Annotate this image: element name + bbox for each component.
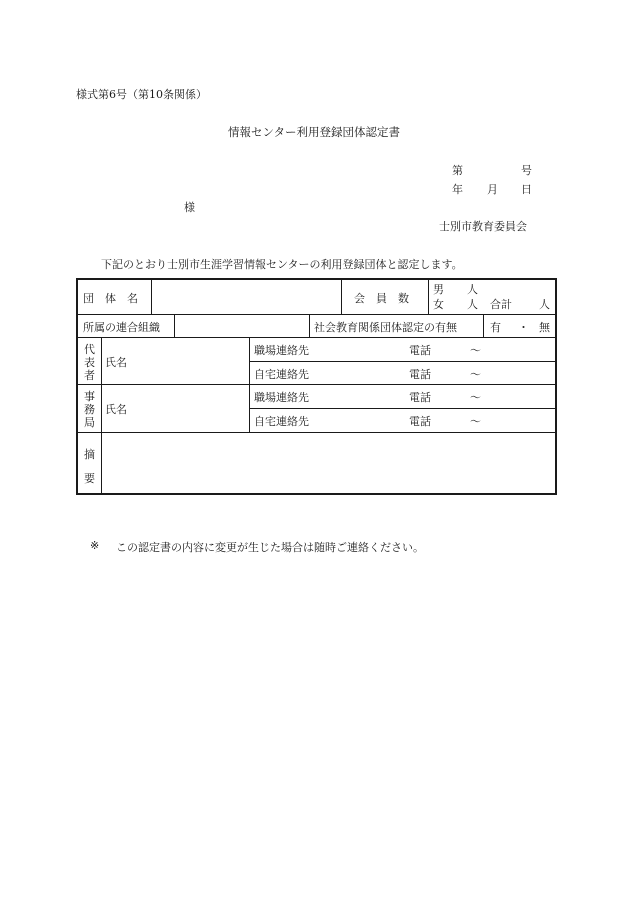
representative-char-2: 表 (84, 356, 95, 369)
representative-char-3: 者 (84, 369, 95, 382)
member-count-label: 会 員 数 (354, 292, 409, 305)
rep-home-tilde: ～ (470, 368, 481, 381)
total-unit: 人 (539, 298, 550, 311)
col-divider (428, 280, 429, 314)
total-label: 合計 (490, 298, 512, 311)
year-label: 年 (452, 183, 463, 196)
col-divider (483, 314, 484, 337)
col-divider (309, 314, 310, 337)
form-number: 様式第6号（第10条関係） (76, 88, 207, 101)
office-char-2: 務 (84, 403, 95, 416)
office-char-1: 事 (84, 390, 95, 403)
cert-yes: 有 (490, 321, 501, 334)
col-divider (151, 280, 152, 314)
col-divider (174, 314, 175, 337)
day-label: 日 (521, 183, 532, 196)
row-divider (249, 408, 555, 409)
office-home-phone-label: 電話 (409, 415, 431, 428)
office-work-contact-label: 職場連絡先 (254, 391, 309, 404)
male-label: 男 (433, 283, 444, 296)
rep-home-phone-label: 電話 (409, 368, 431, 381)
female-label: 女 (433, 298, 444, 311)
row-divider (78, 384, 555, 385)
col-divider (249, 337, 250, 432)
cert-no: 無 (539, 321, 550, 334)
row-divider (78, 337, 555, 338)
cert-separator: ・ (518, 321, 529, 334)
office-work-phone-label: 電話 (409, 391, 431, 404)
intro-text: 下記のとおり士別市生涯学習情報センターの利用登録団体と認定します。 (101, 258, 463, 271)
office-home-contact-label: 自宅連絡先 (254, 415, 309, 428)
issuer-name: 士別市教育委員会 (439, 220, 527, 233)
row-divider (249, 361, 555, 362)
male-unit: 人 (467, 283, 478, 296)
representative-name-label: 氏名 (105, 356, 127, 369)
note-text: この認定書の内容に変更が生じた場合は随時ご連絡ください。 (116, 541, 424, 554)
office-home-tilde: ～ (470, 415, 481, 428)
representative-char-1: 代 (84, 343, 95, 356)
recipient-honorific: 様 (184, 201, 195, 214)
social-edu-cert-label: 社会教育関係団体認定の有無 (314, 321, 457, 334)
document-title: 情報センター利用登録団体認定書 (228, 125, 401, 139)
rep-work-phone-label: 電話 (409, 344, 431, 357)
office-work-tilde: ～ (470, 391, 481, 404)
rep-home-contact-label: 自宅連絡先 (254, 368, 309, 381)
note-mark: ※ (90, 539, 100, 552)
row-divider (78, 432, 555, 433)
office-name-label: 氏名 (105, 403, 127, 416)
affiliated-org-label: 所属の連合組織 (83, 321, 160, 334)
female-unit: 人 (467, 298, 478, 311)
rep-work-tilde: ～ (470, 344, 481, 357)
remarks-char-1: 摘 (84, 448, 95, 461)
remarks-char-2: 要 (84, 472, 95, 485)
month-label: 月 (487, 183, 498, 196)
col-divider (341, 280, 342, 314)
number-prefix: 第 (452, 164, 463, 177)
rep-work-contact-label: 職場連絡先 (254, 344, 309, 357)
registration-table (76, 278, 557, 495)
col-divider (101, 337, 102, 493)
group-name-label: 団 体 名 (83, 292, 138, 305)
number-suffix: 号 (521, 164, 532, 177)
office-char-3: 局 (84, 416, 95, 429)
